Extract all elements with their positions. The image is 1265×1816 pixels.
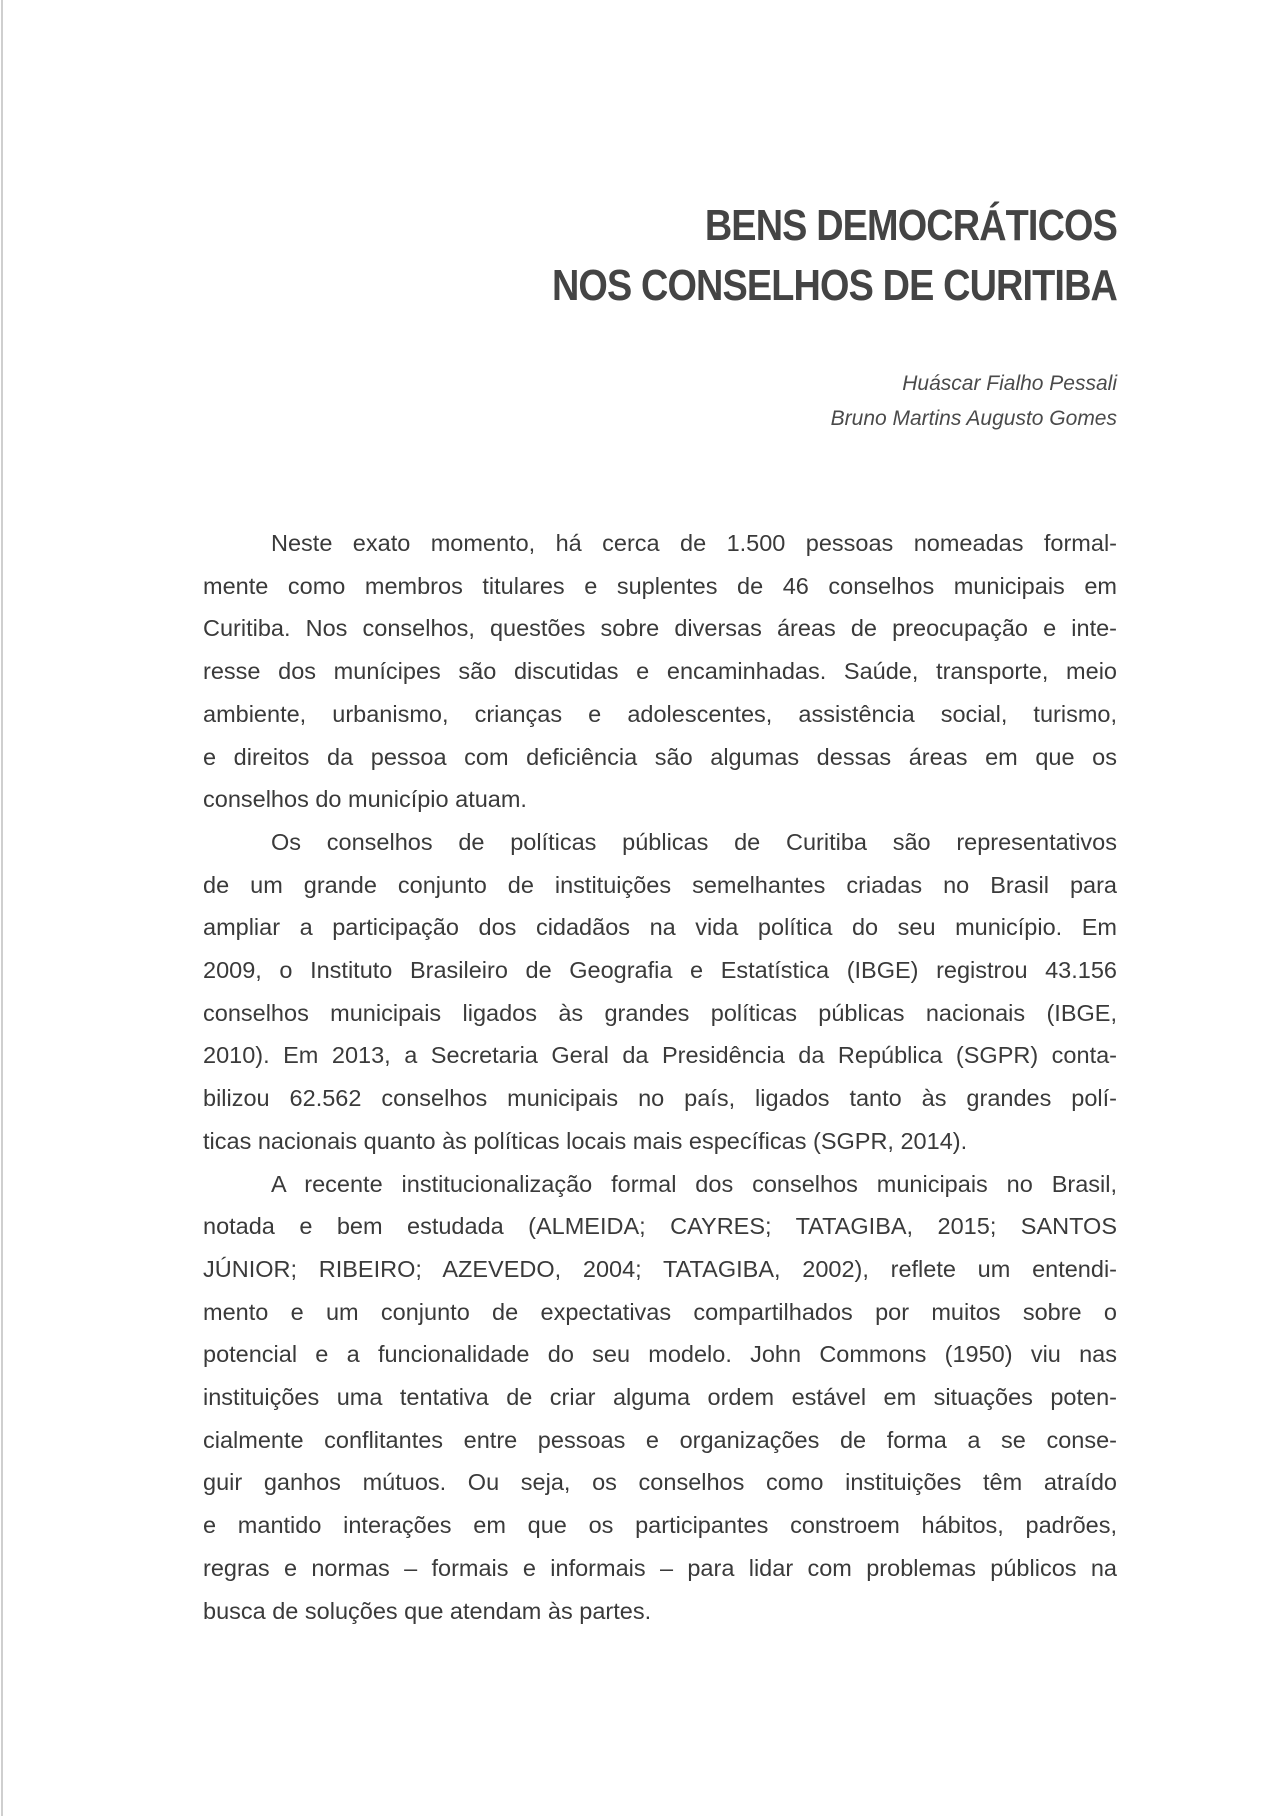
paragraph-line: Curitiba. Nos conselhos, questões sobre diversas áreas de preocupação e inte- (203, 615, 1117, 642)
paragraph-line: e direitos da pessoa com deficiência são algumas dessas áreas em que os (203, 743, 1117, 770)
paragraph-line: mente como membros titulares e suplentes de 46 conselhos municipais em (203, 572, 1117, 599)
paragraph-line: cialmente conflitantes entre pessoas e organizações de forma a se conse- (203, 1426, 1117, 1453)
paragraph-line: 2010). Em 2013, a Secretaria Geral da Presidência da República (SGPR) conta- (203, 1042, 1117, 1069)
paragraph-line: conselhos do município atuam. (203, 786, 527, 813)
chapter-title-line-1: BENS DEMOCRÁTICOS (704, 201, 1117, 250)
paragraph-line: bilizou 62.562 conselhos municipais no país, ligados tanto às grandes polí- (203, 1085, 1117, 1112)
paragraph-line: ampliar a participação dos cidadãos na vida política do seu município. Em (203, 914, 1117, 941)
body-text (203, 522, 1117, 1632)
paragraph-line: mento e um conjunto de expectativas compartilhados por muitos sobre o (203, 1298, 1117, 1325)
chapter-title-line-2: NOS CONSELHOS DE CURITIBA (551, 261, 1117, 310)
paragraph-line: guir ganhos mútuos. Ou seja, os conselhos como instituições têm atraído (203, 1469, 1117, 1496)
paragraph (203, 522, 1117, 821)
paragraph-line: Os conselhos de políticas públicas de Curitiba são representativos (271, 828, 1117, 855)
paragraph-line: ticas nacionais quanto às políticas locais mais específicas (SGPR, 2014). (203, 1127, 968, 1154)
paragraph-line: ambiente, urbanismo, crianças e adolescentes, assistência social, turismo, (203, 700, 1117, 727)
paragraph-line: notada e bem estudada (ALMEIDA; CAYRES; TATAGIBA, 2015; SANTOS (203, 1213, 1117, 1240)
paragraph-line: instituições uma tentativa de criar alguma ordem estável em situações poten- (203, 1384, 1117, 1411)
author-name: Bruno Martins Augusto Gomes (830, 407, 1117, 430)
paragraph (203, 1163, 1117, 1633)
paragraph-line: regras e normas – formais e informais – para lidar com problemas públicos na (203, 1554, 1117, 1581)
page-edge-rule (1, 0, 3, 1816)
paragraph-line: A recente institucionalização formal dos conselhos municipais no Brasil, (271, 1170, 1117, 1197)
paragraph-line: JÚNIOR; RIBEIRO; AZEVEDO, 2004; TATAGIBA, 2002), reflete um entendi- (203, 1255, 1117, 1282)
paragraph-line: 2009, o Instituto Brasileiro de Geografia e Estatística (IBGE) registrou 43.156 (203, 957, 1117, 984)
paragraph-line: conselhos municipais ligados às grandes políticas públicas nacionais (IBGE, (203, 999, 1117, 1026)
paragraph-line: e mantido interações em que os participantes constroem hábitos, padrões, (203, 1512, 1117, 1539)
paragraph-line: Neste exato momento, há cerca de 1.500 pessoas nomeadas formal- (271, 530, 1117, 556)
paragraph-line: potencial e a funcionalidade do seu modelo. John Commons (1950) viu nas (203, 1341, 1117, 1368)
paragraph (203, 821, 1117, 1163)
paragraph-line: busca de soluções que atendam às partes. (203, 1597, 652, 1624)
author-name: Huáscar Fialho Pessali (902, 372, 1117, 395)
author-list (517, 366, 1117, 436)
paragraph-line: resse dos munícipes são discutidas e encaminhadas. Saúde, transporte, meio (203, 658, 1117, 685)
paragraph-line: de um grande conjunto de instituições semelhantes criadas no Brasil para (203, 871, 1117, 898)
chapter-title (343, 196, 1117, 316)
